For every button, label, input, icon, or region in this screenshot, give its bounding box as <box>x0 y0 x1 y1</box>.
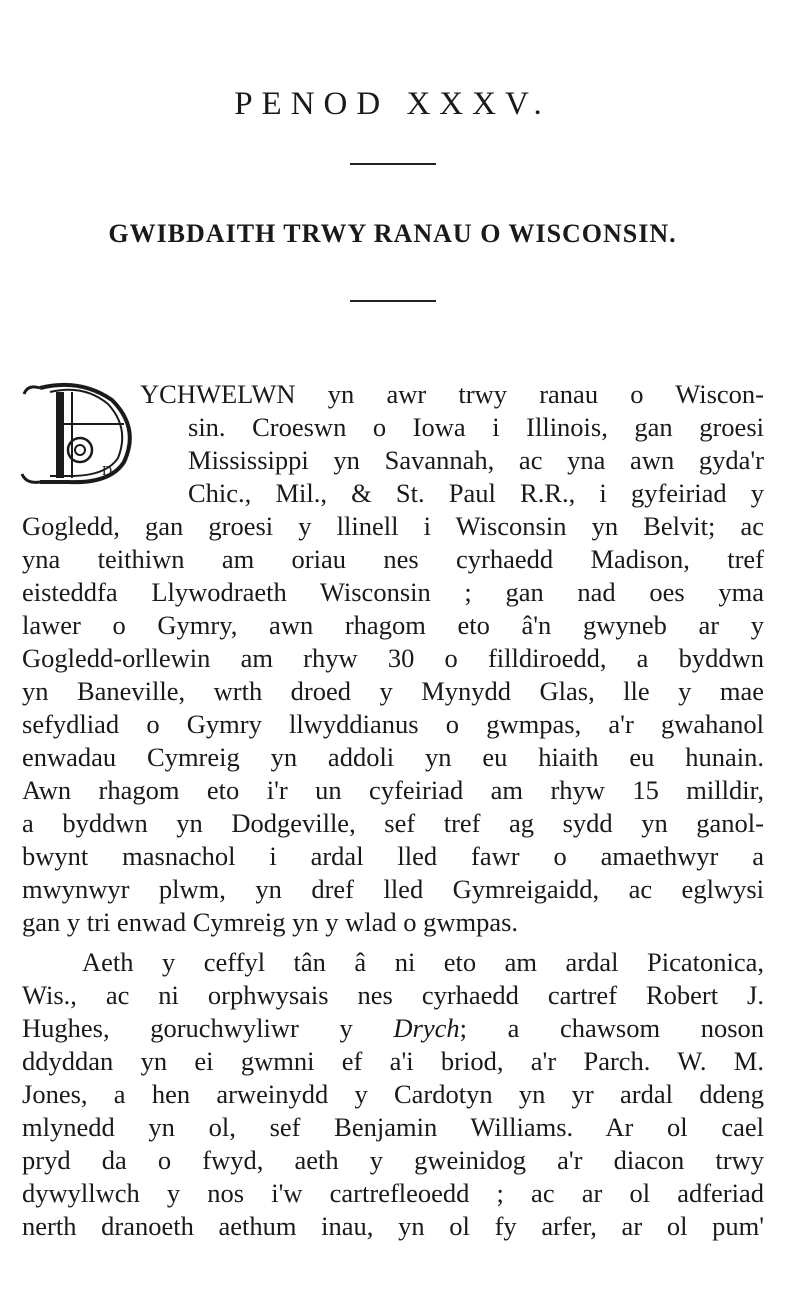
text-line: Gogledd-orllewin am rhyw 30 o filldiroedd, a byddwn <box>22 643 764 673</box>
text-line: gan y tri enwad Cymreig yn y wlad o gwmpas. <box>22 907 519 937</box>
text-line: mwynwyr plwm, yn dref lled Gymreigaidd, ac eglwysi <box>22 874 764 904</box>
text-line: yna teithiwn am oriau nes cyrhaedd Madison, tref <box>22 544 764 574</box>
text-line: sefydliad o Gymry llwyddianus o gwmpas, a'r gwahanol <box>22 709 764 739</box>
newspaper-title: Drych <box>393 1013 460 1043</box>
text-line: lawer o Gymry, awn rhagom eto â'n gwyneb ar y <box>22 610 764 640</box>
text-line: sin. Croeswn o Iowa i Illinois, gan groesi <box>188 412 764 442</box>
text-line: eisteddfa Llywodraeth Wisconsin ; gan nad oes yma <box>22 577 764 607</box>
text-line: mlynedd yn ol, sef Benjamin Williams. Ar ol cael <box>22 1112 764 1142</box>
text-line: dywyllwch y nos i'w cartrefleoedd ; ac ar ol adferiad <box>22 1178 764 1208</box>
text-line: enwadau Cymreig yn addoli yn eu hiaith eu hunain. <box>22 742 764 772</box>
text-line: bwynt masnachol i ardal lled fawr o amaethwyr a <box>22 841 764 871</box>
text-line: YCHWELWN yn awr trwy ranau o Wiscon- <box>140 379 764 409</box>
text-line: yn Baneville, wrth droed y Mynydd Glas, lle y mae <box>22 676 764 706</box>
chapter-subtitle: GWIBDAITH TRWY RANAU O WISCONSIN. <box>108 219 677 248</box>
text-line: Jones, a hen arweinydd y Cardotyn yn yr ardal ddeng <box>22 1079 764 1109</box>
text-segment: ; a chawsom noson <box>459 1013 765 1043</box>
text-segment: Hughes, goruchwyliwr y <box>22 1013 394 1043</box>
text-line: Aeth y ceffyl tân â ni eto am ardal Picatonica, <box>82 947 764 977</box>
title-divider <box>350 163 436 165</box>
text-line: pryd da o fwyd, aeth y gweinidog a'r diacon trwy <box>22 1145 764 1175</box>
text-line: Awn rhagom eto i'r un cyfeiriad am rhyw 15 milldir, <box>22 775 764 805</box>
chapter-title: PENOD XXXV. <box>234 86 551 122</box>
text-line <box>22 1012 764 1044</box>
subtitle-divider <box>350 300 436 302</box>
text-line: a byddwn yn Dodgeville, sef tref ag sydd yn ganol- <box>22 808 764 838</box>
text-line: Gogledd, gan groesi y llinell i Wisconsin yn Belvit; ac <box>22 511 764 541</box>
text-line: nerth dranoeth aethum inau, yn ol fy arfer, ar ol pum' <box>22 1211 764 1241</box>
dropcap-ornament <box>20 380 138 488</box>
text-line: Chic., Mil., & St. Paul R.R., i gyfeiriad y <box>188 478 764 508</box>
text-line: Mississippi yn Savannah, ac yna awn gyda'r <box>188 445 764 475</box>
text-line: ddyddan yn ei gwmni ef a'i briod, a'r Parch. W. M. <box>22 1046 764 1076</box>
text-line: Wis., ac ni orphwysais nes cyrhaedd cartref Robert J. <box>22 980 764 1010</box>
svg-text:D: D <box>102 464 113 479</box>
